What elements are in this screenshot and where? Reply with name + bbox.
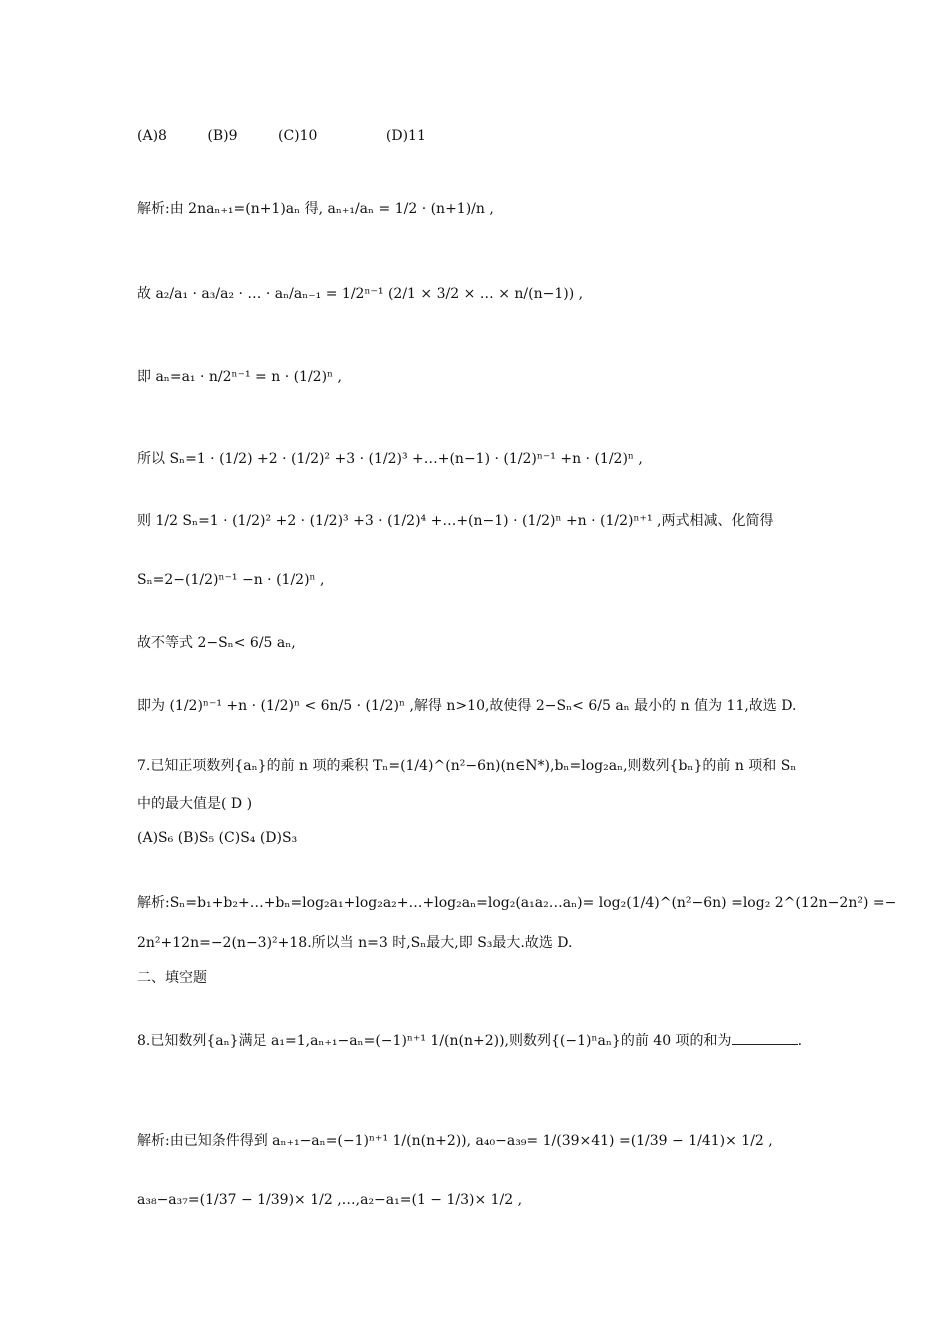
option-d: (D)11: [385, 128, 426, 144]
solution-line-6: Sₙ=2−(1/2)ⁿ⁻¹ −n · (1/2)ⁿ ,: [137, 572, 325, 588]
question-7-stem-cont: 中的最大值是( D ): [137, 796, 253, 812]
solution-line-3: 即 aₙ=a₁ · n/2ⁿ⁻¹ = n · (1/2)ⁿ ,: [137, 369, 343, 385]
question-7-solution-1: 解析:Sₙ=b₁+b₂+…+bₙ=log₂a₁+log₂a₂+…+log₂aₙ=log₂(a₁a₂…aₙ)= log₂(1/4)^(n²−6n) =log₂ 2^(12n−2n²) =−: [137, 895, 897, 911]
option-b: (B)9: [207, 128, 238, 144]
question-8-text: 8.已知数列{aₙ}满足 a₁=1,aₙ₊₁−aₙ=(−1)ⁿ⁺¹ 1/(n(n+2)),则数列{(−1)ⁿaₙ}的前 40 项的和为: [137, 1033, 732, 1049]
section-heading: 二、填空题: [137, 970, 207, 986]
solution-line-5: 则 1/2 Sₙ=1 · (1/2)² +2 · (1/2)³ +3 · (1/2)⁴ +…+(n−1) · (1/2)ⁿ +n · (1/2)ⁿ⁺¹ ,两式相减、化简得: [137, 513, 774, 529]
question-7-options: (A)S₆ (B)S₅ (C)S₄ (D)S₃: [137, 830, 298, 846]
question-7-solution-2: 2n²+12n=−2(n−3)²+18.所以当 n=3 时,Sₙ最大,即 S₃最大.故选 D.: [137, 935, 573, 951]
solution-line-7: 故不等式 2−Sₙ< 6/5 aₙ,: [137, 635, 296, 651]
option-a: (A)8: [137, 128, 167, 144]
question-8-period: .: [797, 1033, 803, 1049]
option-c: (C)10: [277, 128, 318, 144]
solution-line-1: 解析:由 2naₙ₊₁=(n+1)aₙ 得, aₙ₊₁/aₙ = 1/2 · (n+1)/n ,: [137, 201, 494, 217]
q6-options: [137, 128, 426, 144]
question-7-stem: 7.已知正项数列{aₙ}的前 n 项的乘积 Tₙ=(1/4)^(n²−6n)(n∈N*),bₙ=log₂aₙ,则数列{bₙ}的前 n 项和 Sₙ: [137, 758, 797, 774]
solution-line-2: 故 a₂/a₁ · a₃/a₂ · … · aₙ/aₙ₋₁ = 1/2ⁿ⁻¹ (2/1 × 3/2 × … × n/(n−1)) ,: [137, 286, 584, 302]
question-8-solution-2: a₃₈−a₃₇=(1/37 − 1/39)× 1/2 ,…,a₂−a₁=(1 − 1/3)× 1/2 ,: [137, 1192, 523, 1208]
solution-line-4: 所以 Sₙ=1 · (1/2) +2 · (1/2)² +3 · (1/2)³ +…+(n−1) · (1/2)ⁿ⁻¹ +n · (1/2)ⁿ ,: [137, 451, 643, 467]
question-8-solution-1: 解析:由已知条件得到 aₙ₊₁−aₙ=(−1)ⁿ⁺¹ 1/(n(n+2)), a₄₀−a₃₉= 1/(39×41) =(1/39 − 1/41)× 1/2 ,: [137, 1133, 773, 1149]
answer-blank[interactable]: [732, 1032, 798, 1045]
solution-line-8: 即为 (1/2)ⁿ⁻¹ +n · (1/2)ⁿ < 6n/5 · (1/2)ⁿ ,解得 n>10,故使得 2−Sₙ< 6/5 aₙ 最小的 n 值为 11,故选 D.: [137, 698, 797, 714]
question-8-stem: [137, 1030, 802, 1050]
